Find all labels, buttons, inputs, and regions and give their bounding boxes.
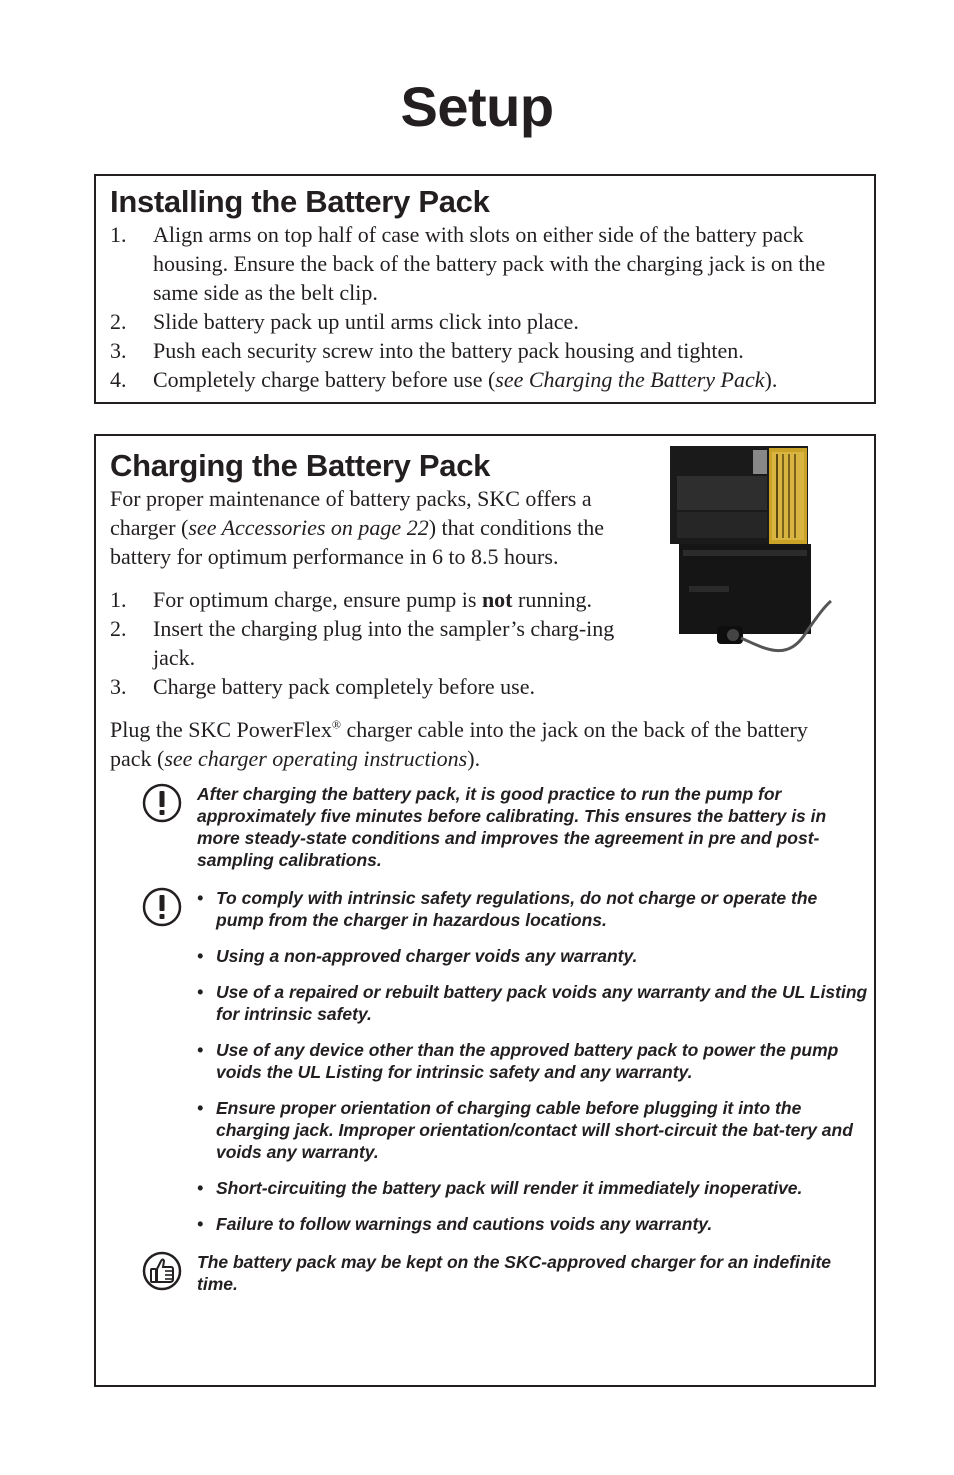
warning-text: Failure to follow warnings and cautions voids any warranty. [216, 1214, 713, 1234]
exclamation-icon [142, 887, 182, 927]
step-number: 4. [110, 367, 127, 392]
step-number: 1. [110, 222, 127, 247]
exclamation-icon [142, 783, 182, 823]
step-number: 1. [110, 587, 127, 612]
step-text: Completely charge battery before use ( [153, 367, 496, 392]
warning-text: Use of any device other than the approved battery pack to power the pump voids the UL Listing for intrinsic safety and any warranty. [216, 1040, 839, 1082]
list-item [197, 1039, 869, 1083]
bullet: • [197, 1214, 204, 1234]
step-text: running. [512, 587, 592, 612]
list-item [197, 1097, 869, 1163]
list-item [110, 585, 640, 614]
step-number: 2. [110, 309, 127, 334]
step-number: 3. [110, 338, 127, 363]
charging-battery-pack-section [94, 434, 876, 1387]
list-item [110, 307, 870, 336]
list-item [110, 365, 870, 394]
tip-text: The battery pack may be kept on the SKC-approved charger for an indefinite time. [197, 1252, 832, 1294]
step-text: Align arms on top half of case with slots on either side of the battery pack housing. Ensure the back of the battery pack with the charging jack is on the same side as the belt clip. [153, 222, 826, 305]
installing-battery-pack-section [94, 174, 876, 404]
thumbs-up-icon [142, 1251, 182, 1291]
warning-text: To comply with intrinsic safety regulations, do not charge or operate the pump from the charger in hazardous locations. [216, 888, 818, 930]
bullet: • [197, 888, 204, 908]
list-item [197, 887, 869, 931]
section-heading: Installing the Battery Pack [110, 184, 490, 219]
list-item [197, 1213, 869, 1235]
bullet: • [197, 1178, 204, 1198]
section-heading: Charging the Battery Pack [110, 448, 491, 483]
list-item [197, 1177, 869, 1199]
cross-reference: see Charging the Battery Pack [495, 367, 765, 392]
bullet: • [197, 1040, 204, 1060]
step-number: 2. [110, 616, 127, 641]
step-text: For optimum charge, ensure pump is [153, 587, 482, 612]
charging-intro-text: For proper maintenance of battery packs, SKC offers a charger (see Accessories on page 22) that conditions the battery for optimum performance in 6 to 8.5 hours. [110, 486, 605, 569]
bullet: • [197, 1098, 204, 1118]
step-text: Push each security screw into the battery pack housing and tighten. [153, 338, 744, 363]
caution-text: After charging the battery pack, it is good practice to run the pump for approximately five minutes before calibrating. This ensures the battery is in more steady-state conditions and improves the agreement in pre and post-sampling calibrations. [197, 784, 827, 870]
step-number: 3. [110, 674, 127, 699]
warning-text: Use of a repaired or rebuilt battery pack voids any warranty and the UL Listing for intrinsic safety. [216, 982, 868, 1024]
install-steps-list [110, 220, 870, 394]
cross-reference: see Accessories on page 22 [188, 515, 429, 540]
emphasis: not [481, 587, 513, 612]
step-text: ). [764, 367, 778, 392]
warning-text: Ensure proper orientation of charging cable before plugging it into the charging jack. Improper orientation/contact will short-circuit the bat-tery and voids any warranty. [216, 1098, 853, 1162]
charging-steps-list [110, 585, 640, 701]
list-item [110, 672, 640, 701]
warnings-list [197, 887, 869, 1249]
list-item [197, 981, 869, 1025]
charger-cable-text: Plug the SKC PowerFlex® charger cable into the jack on the back of the battery pack (see charger operating instructions). [110, 717, 808, 771]
registered-mark: ® [331, 717, 341, 732]
list-item [197, 945, 869, 967]
list-item [110, 614, 640, 672]
list-item [110, 336, 870, 365]
warning-text: Using a non-approved charger voids any warranty. [216, 946, 638, 966]
battery-pack-photo [669, 446, 839, 664]
bullet: • [197, 982, 204, 1002]
page-title: Setup [400, 75, 554, 138]
step-text: Slide battery pack up until arms click into place. [153, 309, 579, 334]
bullet: • [197, 946, 204, 966]
warning-text: Short-circuiting the battery pack will render it immediately inoperative. [216, 1178, 803, 1198]
list-item [110, 220, 870, 307]
cross-reference: see charger operating instructions [164, 746, 468, 771]
step-text: Insert the charging plug into the sampler’s charg-ing jack. [153, 616, 615, 670]
step-text: Charge battery pack completely before use. [153, 674, 535, 699]
